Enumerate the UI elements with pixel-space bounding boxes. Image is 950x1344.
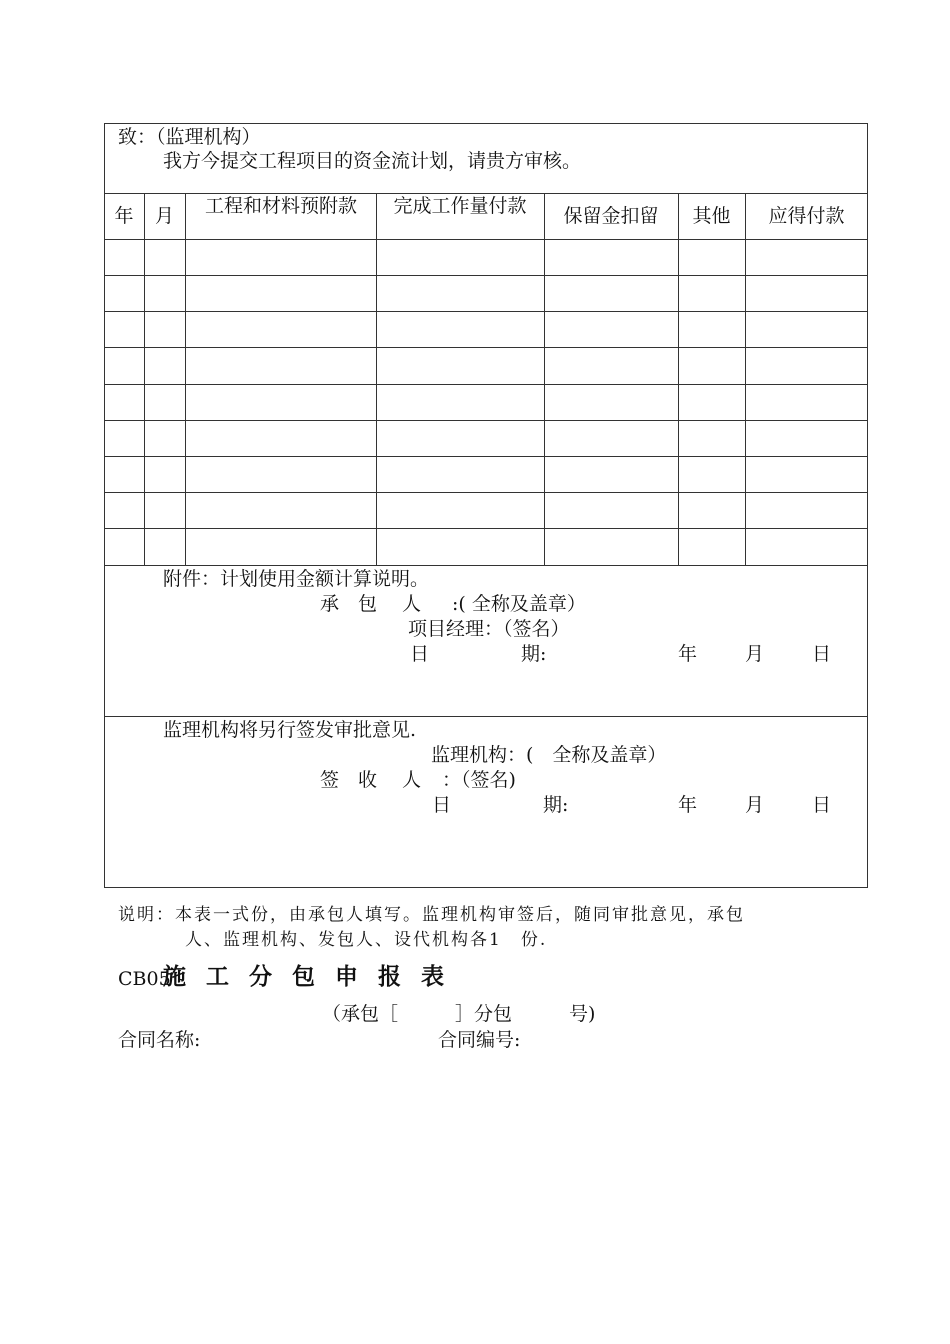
column-header-advance-payment: 工程和材料预附款 xyxy=(204,195,357,217)
form-note-line2: 人、监理机构、发包人、设代机构各1 份. xyxy=(185,930,548,950)
date-day: 日 xyxy=(812,643,832,665)
column-rule xyxy=(185,193,186,565)
date-month: 月 xyxy=(745,794,765,816)
contract-name-label: 合同名称: xyxy=(118,1029,201,1051)
column-header-year: 年 xyxy=(114,205,134,227)
form-title: 施 工 分 包 申 报 表 xyxy=(163,963,451,990)
column-rule xyxy=(544,193,545,565)
row-rule xyxy=(104,275,868,276)
section-rule xyxy=(104,716,868,717)
header-bottom-rule xyxy=(104,239,868,240)
column-header-workload-payment: 完成工作量付款 xyxy=(393,195,527,217)
receiver-value: ：（签名) xyxy=(442,769,516,791)
column-rule xyxy=(376,193,377,565)
date-month: 月 xyxy=(745,643,765,665)
column-header-retention: 保留金扣留 xyxy=(563,205,659,227)
date-label-period: 期: xyxy=(521,643,547,665)
row-rule xyxy=(104,456,868,457)
row-rule xyxy=(104,420,868,421)
column-rule xyxy=(678,193,679,565)
row-rule xyxy=(104,347,868,348)
column-header-month: 月 xyxy=(154,205,174,227)
date-year: 年 xyxy=(678,794,698,816)
column-header-other: 其他 xyxy=(692,205,731,227)
contract-number-label: 合同编号: xyxy=(438,1029,521,1051)
column-header-amount-due: 应得付款 xyxy=(768,205,845,227)
supervision-note: 监理机构将另行签发审批意见. xyxy=(163,719,417,741)
supervision-org: 监理机构：( 全称及盖章） xyxy=(431,744,667,766)
date-label-day: 日 xyxy=(410,643,430,665)
project-manager-label: 项目经理：（签名） xyxy=(408,618,570,640)
table-bottom-rule xyxy=(104,565,868,566)
date-label-day: 日 xyxy=(432,794,452,816)
addressee-line: 致：（监理机构） xyxy=(118,126,261,148)
attachment-note: 附件：计划使用金额计算说明。 xyxy=(163,568,430,590)
receiver-label: 签 收 人 xyxy=(320,769,422,791)
date-label-period: 期: xyxy=(543,794,569,816)
form-note-line1: 说明：本表一式份，由承包人填写。监理机构审签后，随同审批意见，承包 xyxy=(118,905,745,925)
column-rule xyxy=(144,193,145,565)
form-subtitle: （承包［ ］分包 号) xyxy=(322,1003,596,1025)
row-rule xyxy=(104,492,868,493)
date-year: 年 xyxy=(678,643,698,665)
row-rule xyxy=(104,384,868,385)
intro-text: 我方今提交工程项目的资金流计划，请贵方审核。 xyxy=(163,150,582,172)
date-day: 日 xyxy=(812,794,832,816)
header-top-rule xyxy=(104,193,868,194)
contractor-value: :( 全称及盖章） xyxy=(452,593,586,615)
row-rule xyxy=(104,311,868,312)
form-code: CB05 xyxy=(118,968,171,990)
row-rule xyxy=(104,528,868,529)
contractor-label: 承 包 人 xyxy=(320,593,422,615)
column-rule xyxy=(745,193,746,565)
